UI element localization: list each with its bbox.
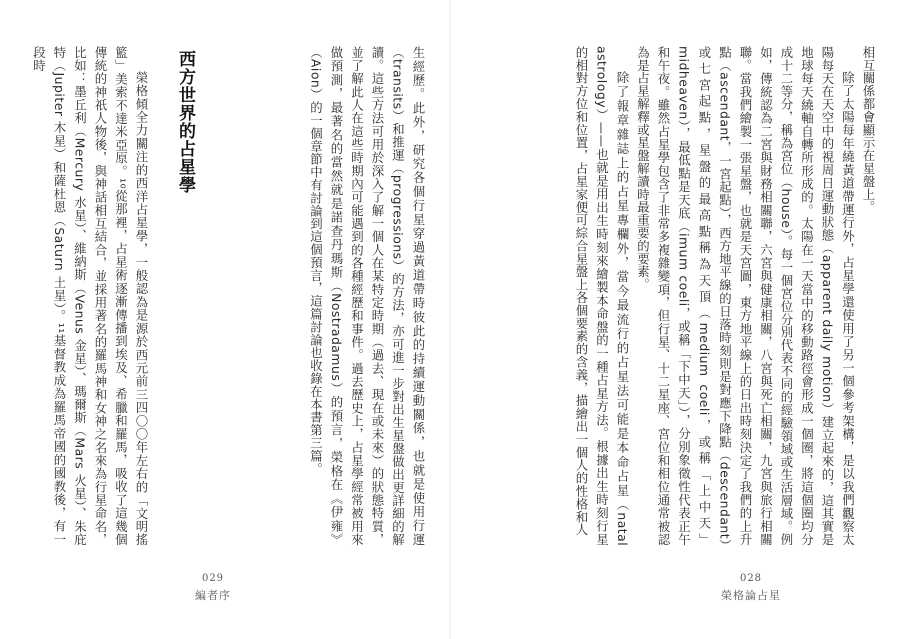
section-text-block [26,46,151,546]
paragraph-1: 相互關係都會顯示在星盤上。 [861,46,876,214]
left-folio [153,573,273,603]
running-title: 編者序 [195,589,231,602]
right-folio [691,573,811,603]
continued-text-block [206,46,428,546]
paragraph-3: 除了報章雜誌上的占星專欄外，當今最流行的占星法可能是本命占星（natal astrology）——也就是用出生時刻來繪製本命盤的一種占星方法。根據出生時刻行星的相對方位和位置，占星家便可綜合星盤上各個要素的含義，描繪出一個人的性格和人 [574,46,630,546]
right-text-block [488,46,878,546]
right-page [450,0,900,639]
running-title: 榮格論占星 [721,589,781,602]
continued-paragraph: 生經歷。此外，研究各個行星穿過黃道帶時彼此的持續運動關係，也就是使用行運（transits）和推運（progressions）的方法，亦可進一步對出生星盤做出更詳細的解讀。這些方法可用於深入了解一個人在某特定時期（過去、現在或未來）的狀態特質，並了解此人在這些時期內可能遇到的各種經歷和事件。過去歷史上，占星學經常被用來做預測，最著名的當然就是諾查丹瑪斯（Nostradamus）的預言，榮格在《伊雍》（Aion）的一個章節中有討論到這個預言，這篇討論也收錄在本書第三篇。 [308,46,426,546]
page-number: 029 [201,573,225,584]
section-heading: 西方世界的占星學 [175,50,195,194]
paragraph-2: 除了太陽每年繞黃道帶運行外，占星學還使用了另一個參考架構，是以我們觀察太陽每天在天空中的視周日運動狀態（apparent daily motion）建立起來的，這其實是地球每天繞軸自轉所形成的。太陽在一天當中的移動路徑會形成一個圈，將這個圈均分成十二等分，稱為宮位（house）。每一個宮位分別代表不同的經驗領域或生活層域。例如，傳統認為二宮與財務相關聯，六宮與健康相關，八宮與死亡相關，九宮與旅行相關聯。當我們繪製一張星盤，也就是天宮圖，東方地平線上的日出時刻決定了我們的上升點（ascendant，一宮起點），西方地平線的日落時刻則是對應下降點（descendant）或七宮起點，星盤的最高點稱為天頂（medium coeli，或稱「上中天」midheaven），最低點是天底（imum coeli，或稱「下中天」），分別象徵性代表正午和午夜。雖然占星學包含了非常多複雜變項，但行星、十二星座、宮位和相位通常被認為是占星解釋或星盤解讀時最重要的要素。 [635,46,856,546]
section-paragraph: 榮格傾全力關注的西洋占星學，一般認為是源於西元前三四〇〇年左右的「文明搖籃」美索不達米亞原。¹⁰從那裡，占星術逐漸傳播到埃及、希臘和羅馬，吸收了這幾個傳統的神祇人物後，與神話相互結合，並採用著名的羅馬神和女神之名來為行星命名，比如：墨丘利（Mercury 水星）、維納斯（Venus 金星）、瑪爾斯（Mars 火星）、朱庇特（Jupiter 木星）和薩杜恩（Saturn 土星）。¹¹基督教成為羅馬帝國的國教後，有一段時 [31,46,149,546]
page-number: 028 [739,573,763,584]
